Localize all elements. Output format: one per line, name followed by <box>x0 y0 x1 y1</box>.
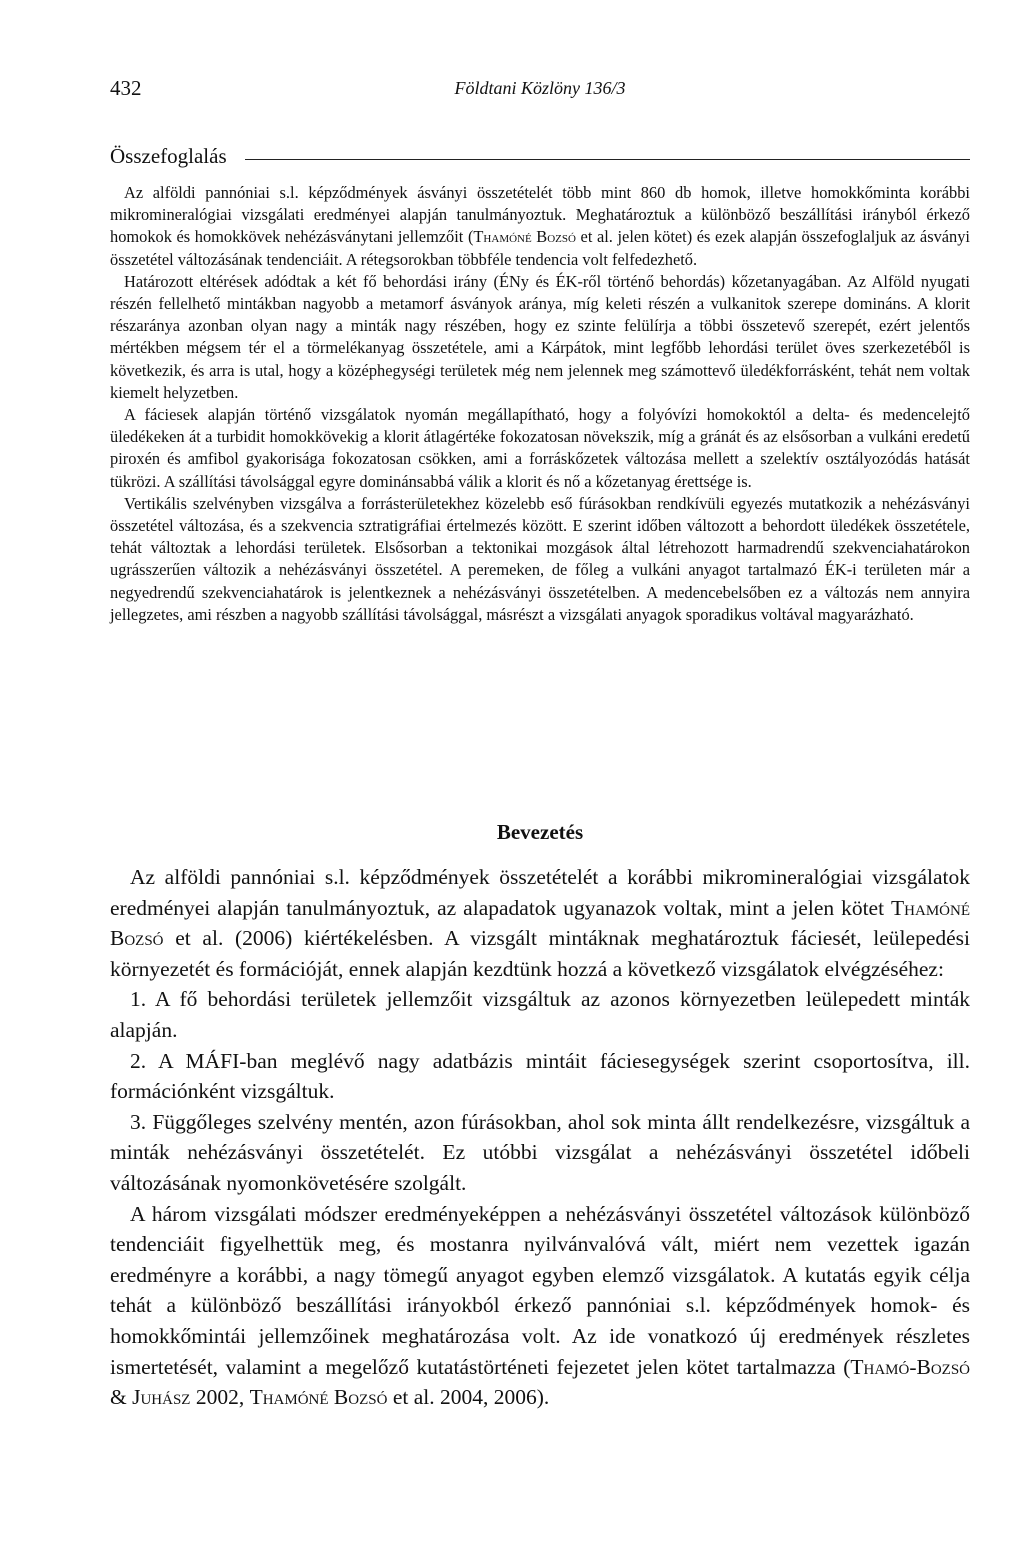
summary-paragraph <box>110 182 970 271</box>
intro-text: 2002, <box>190 1385 250 1410</box>
reference-authors: Thamóné Bozsó <box>249 1385 388 1410</box>
summary-text: et al. jelen kötet) és ezek alapján összefoglaljuk az ásványi összetétel változásának tendenciáit. A rétegsorokban többféle tendencia volt felfedezhető. <box>110 227 970 269</box>
author-name: Thamóné Bozsó <box>473 227 576 247</box>
introduction-block <box>110 862 970 1413</box>
section-title: Bevezetés <box>496 820 584 844</box>
intro-text: et al. (2006) kiértékelésben. A vizsgált mintáknak meghatároztuk fáciesét, leülepedési környezetét és formációját, ennek alapján kezdtünk hozzá a következő vizsgálatok elvégzéséhez: <box>110 926 970 981</box>
intro-text: Az alföldi pannóniai s.l. képződmények összetételét a korábbi mikromineralógiai vizsgálatok eredményei alapján tanulmányoztuk, az alapadatok ugyanazok voltak, mint a jelen kötet <box>110 865 970 920</box>
page-number: 432 <box>110 76 142 100</box>
heading-rule <box>245 159 970 160</box>
author-name: Thamóné Bozsó <box>110 895 970 951</box>
intro-paragraph <box>110 862 970 984</box>
intro-paragraph <box>110 1199 970 1413</box>
summary-paragraph: Vertikális szelvényben vizsgálva a forrásterületekhez közelebb eső fúrásokban rendkívüli egyezés mutatkozik a nehézásványi összetétel változása, és a szekvencia sztratigráfiai értelmezés között. E szerint időben változott a behordott üledékek összetétele, tehát változtak a lehordási területek. Elsősorban a tektonikai mozgások által létrehozott harmadrendű szekvenciahatárokon ugrásszerűen változik a nehézásványi összetétel. A peremeken, de főleg a vulkáni anyagot tartalmazó ÉK-i területen már a negyedrendű szekvenciahatárok is jelentkeznek a nehézásványi összetételben. A medencebelsőben ez a változás nem annyira jellegzetes, ami részben a nagyobb szállítási távolsággal, másrészt a vizsgálati anyagok sporadikus voltával magyarázható. <box>110 493 970 624</box>
intro-text: et al. 2004, 2006). <box>387 1385 550 1410</box>
summary-heading-row <box>110 140 970 172</box>
method-list-item: 2. A MÁFI-ban meglévő nagy adatbázis mintáit fáciesegységek szerint csoportosítva, ill. formációnként vizsgáltuk. <box>110 1048 970 1104</box>
summary-heading: Összefoglalás <box>110 143 227 168</box>
running-head <box>110 76 970 104</box>
reference-authors: Thamó-Bozsó & Juhász <box>110 1354 970 1410</box>
summary-paragraph: A fáciesek alapján történő vizsgálatok nyomán megállapítható, hogy a folyóvízi homokoktól a delta- és medencelejtő üledékeken át a turbidit homokkövekig a klorit átlagértéke fokozatosan növekszik, míg a gránát és az elsősorban a vulkáni eredetű piroxén és amfibol gyakorisága fokozatosan csökken, ami a forráskőzetek változása mellett a szelektív osztályozódás hatását tükrözi. A szállítási távolsággal egyre dominánsabbá válik a klorit és nő a kőzetanyag érettsége is. <box>110 405 970 491</box>
journal-title: Földtani Közlöny 136/3 <box>454 78 626 98</box>
method-list-item: 3. Függőleges szelvény mentén, azon fúrásokban, ahol sok minta állt rendelkezésre, vizsgáltuk a minták nehézásványi összetételét. Ez utóbbi vizsgálat a nehézásványi összetétel időbeli változásának nyomonkövetésére szolgált. <box>110 1109 970 1195</box>
method-list-item: 1. A fő behordási területek jellemzőit vizsgáltuk az azonos környezetben leülepedett minták alapján. <box>110 987 970 1042</box>
method-list <box>110 984 970 1198</box>
summary-text: Az alföldi pannóniai s.l. képződmények ásványi összetételét több mint 860 db homok, illetve homokkőminta korábbi mikromineralógiai vizsgálati eredményei alapján tanulmányoztuk. Meghatároztuk a különböző beszállítási irányból érkező homokok és homokkövek nehézásványtani jellemzőit ( <box>110 183 970 247</box>
summary-paragraph: Határozott eltérések adódtak a két fő behordási irány (ÉNy és ÉK-ről történő behordás) kőzetanyagában. Az Alföld nyugati részén fellelhető mintákban nagyobb a metamorf ásványok aránya, míg keleti részén a vulkanitok szerepe domináns. A klorit részaránya azonban olyan nagy a minták nagy részében, hogy ez szinte felülírja a többi összetevő szerepét, ezért jelentős mértékben mégsem tér el a törmelékanyag összetétele, ami a Kárpátok, mint legfőbb lehordási terület öves szerkezetéből is következik, és arra is utal, hogy a középhegységi területek még nem jelennek meg számottevő üledékforrásként, tehát nem voltak kiemelt helyzetben. <box>110 271 970 402</box>
intro-text: A három vizsgálati módszer eredményeképpen a nehézásványi összetétel változások különböző tendenciáit figyelhettük meg, és mostanra nyilvánvalóvá vált, miért nem vezettek igazán eredményre a korábbi, a nagy tömegű anyagot egyben elemző vizsgálatok. A kutatás egyik célja tehát a különböző beszállítási irányokból érkező pannóniai s.l. képződmények homok- és homokkőmintái jellemzőinek meghatározása volt. Az ide vonatkozó új eredmények részletes ismertetését, valamint a megelőző kutatástörténeti fejezetet jelen kötet tartalmazza ( <box>110 1201 970 1379</box>
summary-block <box>110 182 970 626</box>
